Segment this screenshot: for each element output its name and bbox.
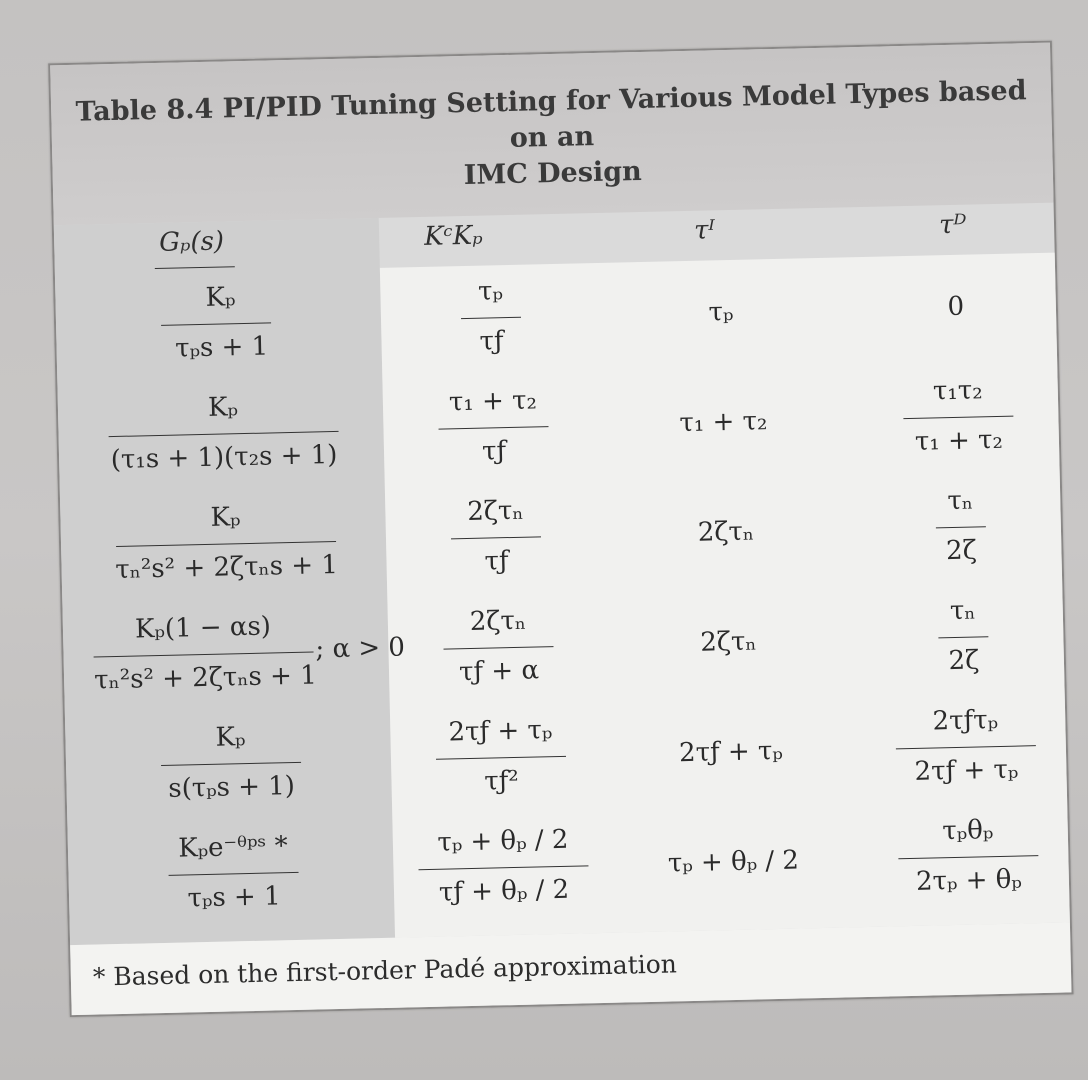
- kc-cell: τₚ + θₚ / 2 τƒ + θₚ / 2: [407, 818, 599, 922]
- kc-cell: τₚ τƒ: [395, 268, 587, 372]
- td-cell: τₙ 2ζ: [860, 478, 1062, 583]
- kc-cell: 2ζτₙ τƒ + α: [402, 598, 594, 702]
- kc-cell: 2ζτₙ τƒ: [400, 488, 592, 592]
- td-cell: τ₁τ₂ τ₁ + τ₂: [857, 368, 1059, 473]
- ti-cell: 2τƒ + τₚ: [678, 735, 784, 769]
- model-condition: ; α > 0: [315, 632, 406, 665]
- table-footnote: * Based on the first-order Padé approximation: [92, 949, 678, 992]
- header-tau-d: τᴰ: [938, 209, 967, 241]
- model-cell: Kₚ(1 − αs) τₙ²s² + 2ζτₙs + 1 ; α > 0: [93, 611, 406, 696]
- model-cell: Kₚ τₚs + 1: [85, 273, 357, 379]
- kc-cell: τ₁ + τ₂ τƒ: [397, 378, 589, 482]
- td-cell: τₚθₚ 2τₚ + θₚ: [867, 807, 1069, 912]
- model-cell: Kₚ s(τₚs + 1): [95, 713, 367, 819]
- ti-cell: 2ζτₙ: [697, 516, 755, 548]
- header-tau-i: τᴵ: [693, 215, 716, 246]
- td-cell: 0: [947, 291, 965, 323]
- model-cell: Kₚ (τ₁s + 1)(τ₂s + 1): [110, 392, 338, 476]
- ti-cell: 2ζτₙ: [699, 626, 757, 658]
- ti-cell: τₚ: [708, 296, 734, 328]
- model-cell: Kₚe⁻ᶿᵖˢ * τₚs + 1: [98, 823, 370, 929]
- ti-cell: τ₁ + τ₂: [679, 406, 768, 439]
- td-cell: 2τƒτₚ 2τƒ + τₚ: [865, 697, 1067, 802]
- table-title-line-1: Table 8.4 PI/PID Tuning Setting for Various Model Types based on an: [75, 75, 1027, 154]
- table-title: [71, 73, 1033, 203]
- table-title-line-2: IMC Design: [463, 155, 643, 191]
- header-kc-kp: KᶜKₚ: [423, 220, 483, 252]
- header-model: Gₚ(s): [158, 226, 225, 258]
- model-cell: Kₚ τₙ²s² + 2ζτₙs + 1: [114, 502, 339, 585]
- table-frame: [48, 41, 1073, 1018]
- td-cell: τₙ 2ζ: [862, 588, 1064, 693]
- ti-cell: τₚ + θₚ / 2: [667, 845, 800, 879]
- kc-cell: 2τƒ + τₚ τƒ²: [405, 708, 597, 812]
